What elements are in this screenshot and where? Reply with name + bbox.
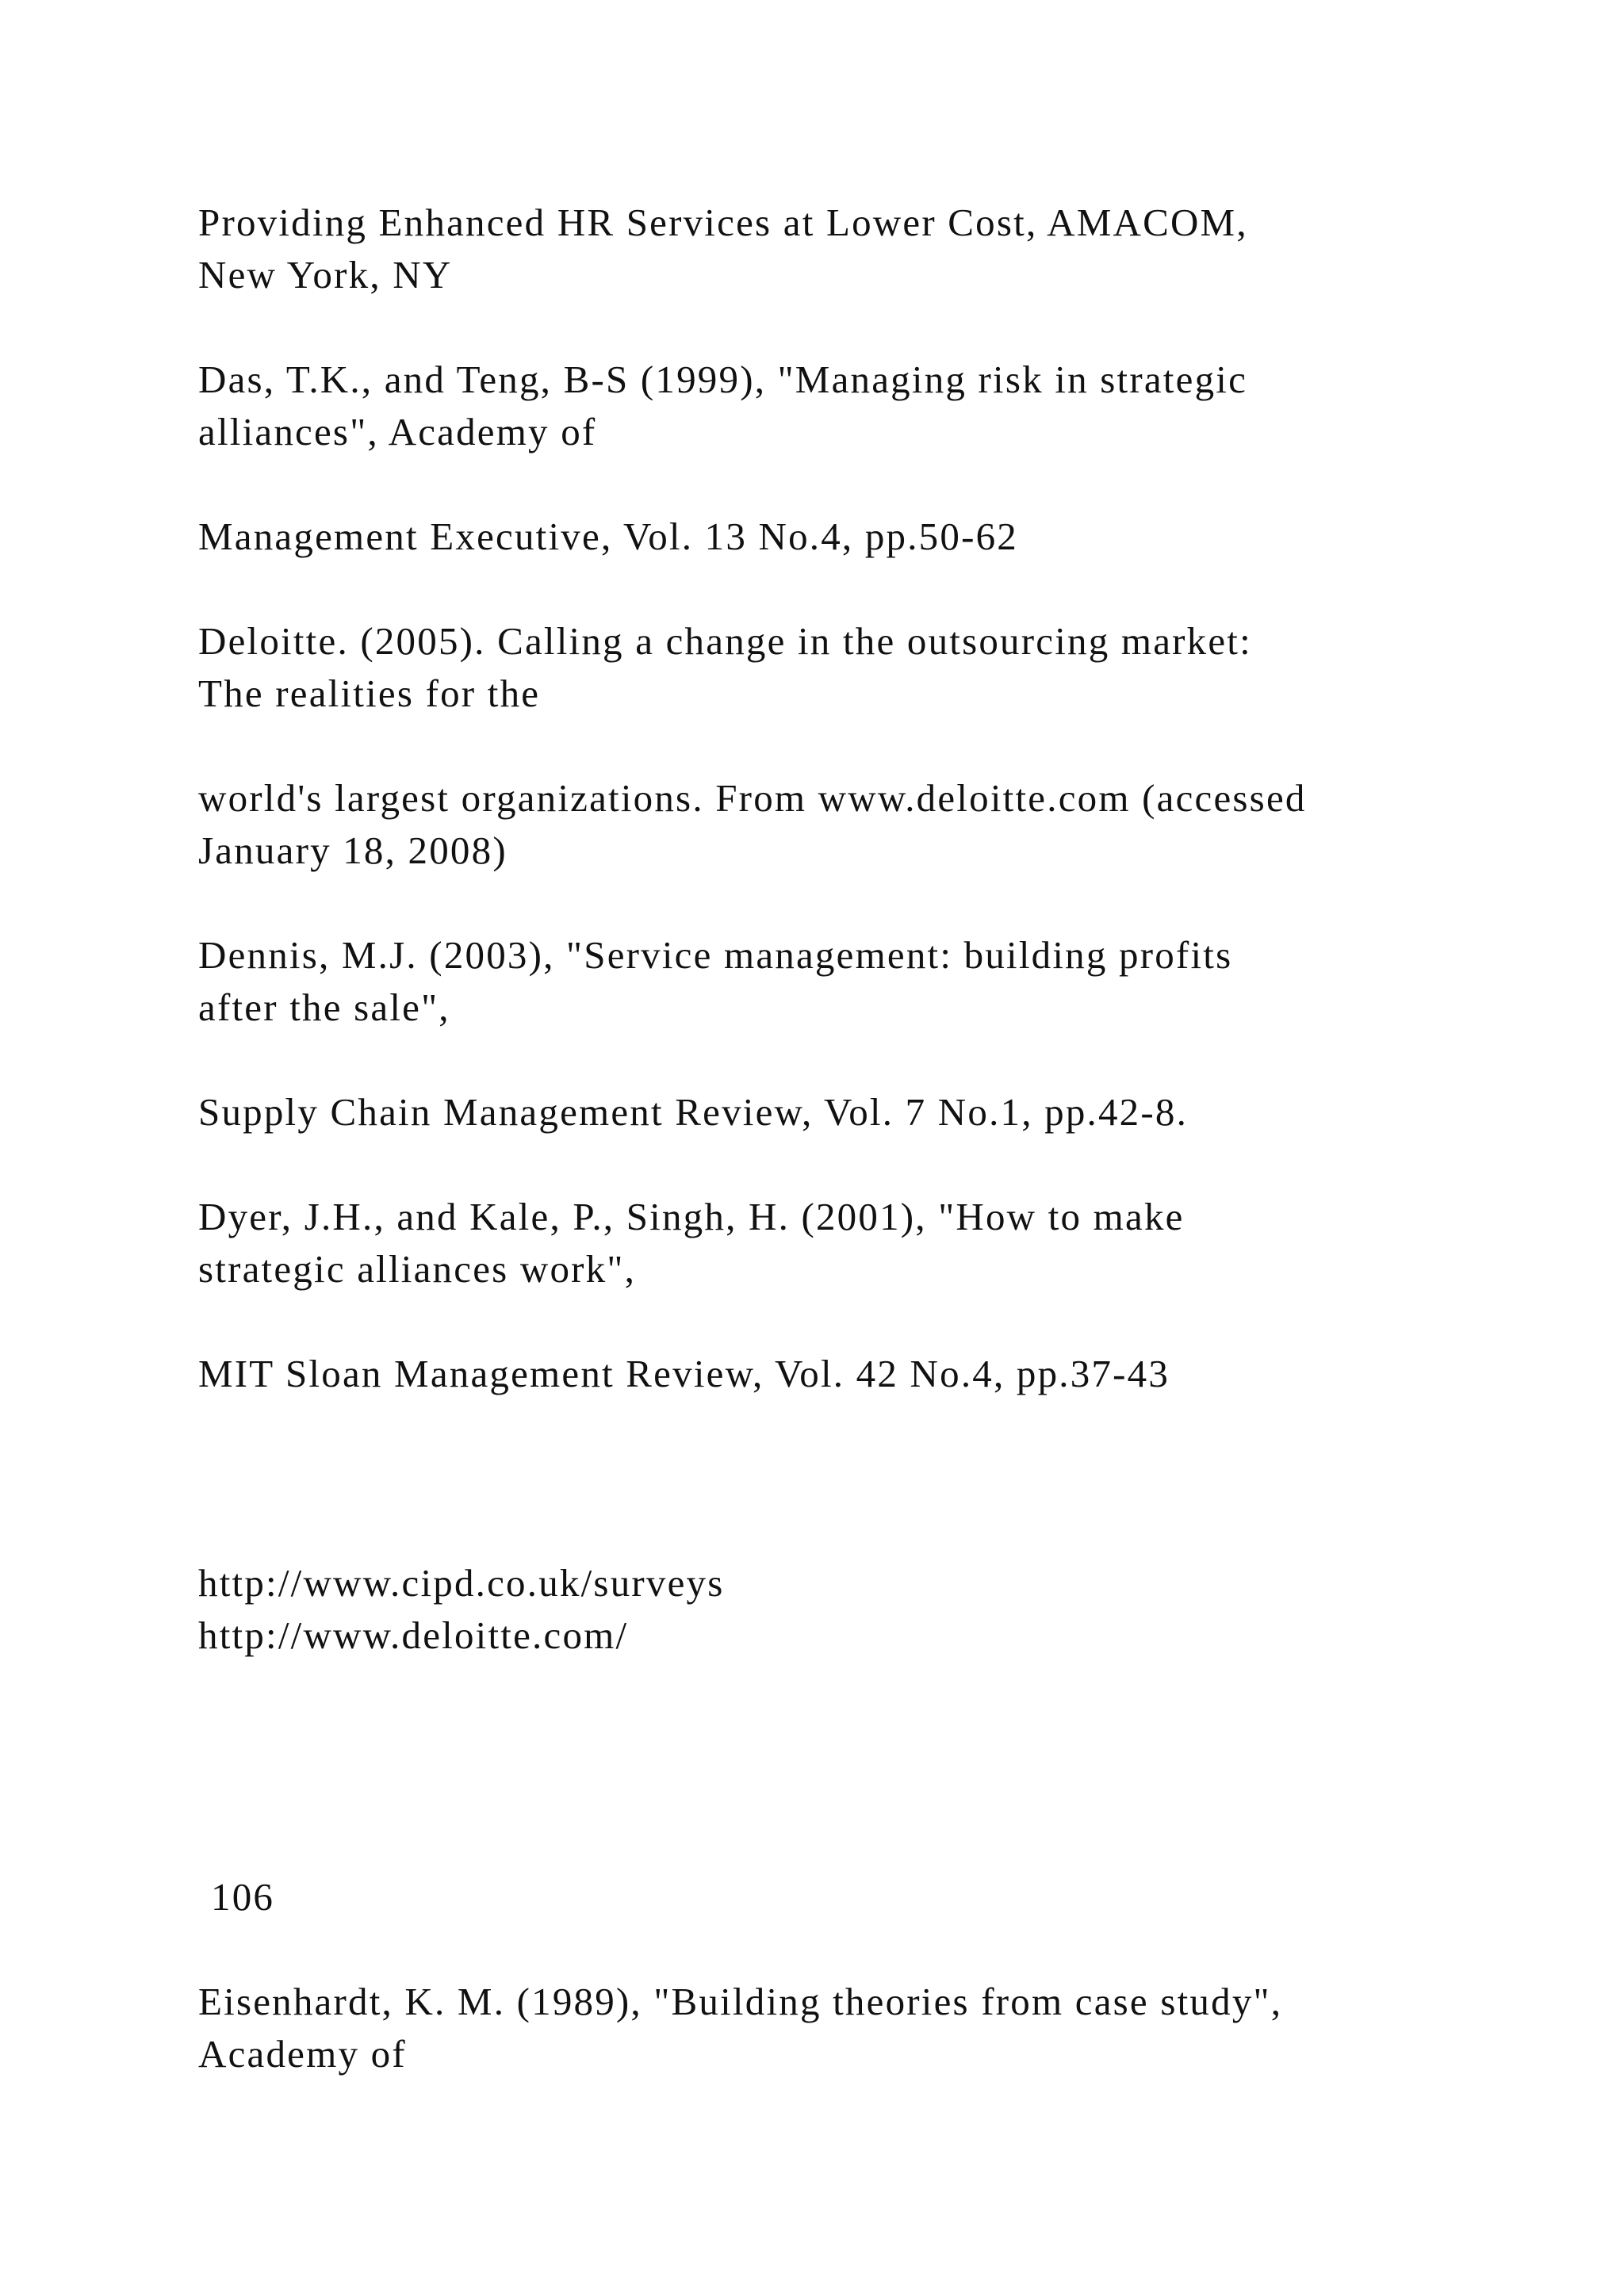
- reference-line: Supply Chain Management Review, Vol. 7 No.1, pp.42-8.: [198, 1090, 1189, 1134]
- reference-line: Das, T.K., and Teng, B-S (1999), "Managing risk in strategic: [198, 358, 1248, 401]
- reference-line: Deloitte. (2005). Calling a change in the outsourcing market:: [198, 619, 1252, 663]
- reference-line: Eisenhardt, K. M. (1989), "Building theories from case study",: [198, 1980, 1283, 2023]
- page-number: 106: [211, 1875, 275, 1919]
- reference-line: strategic alliances work",: [198, 1247, 637, 1291]
- reference-line: world's largest organizations. From www.deloitte.com (accessed: [198, 776, 1307, 820]
- reference-line: alliances", Academy of: [198, 410, 597, 453]
- reference-line: The realities for the: [198, 672, 541, 715]
- reference-line: Providing Enhanced HR Services at Lower Cost, AMACOM,: [198, 201, 1248, 244]
- reference-line: after the sale",: [198, 985, 450, 1029]
- reference-line: Dyer, J.H., and Kale, P., Singh, H. (2001), "How to make: [198, 1195, 1185, 1238]
- url-line: http://www.cipd.co.uk/surveys: [198, 1561, 725, 1605]
- reference-line: Dennis, M.J. (2003), "Service management: building profits: [198, 933, 1233, 977]
- reference-line: January 18, 2008): [198, 828, 508, 872]
- reference-line: MIT Sloan Management Review, Vol. 42 No.4, pp.37-43: [198, 1352, 1170, 1395]
- reference-line: New York, NY: [198, 253, 453, 297]
- url-line: http://www.deloitte.com/: [198, 1613, 629, 1657]
- reference-line: Management Executive, Vol. 13 No.4, pp.50-62: [198, 515, 1018, 558]
- reference-line: Academy of: [198, 2032, 407, 2076]
